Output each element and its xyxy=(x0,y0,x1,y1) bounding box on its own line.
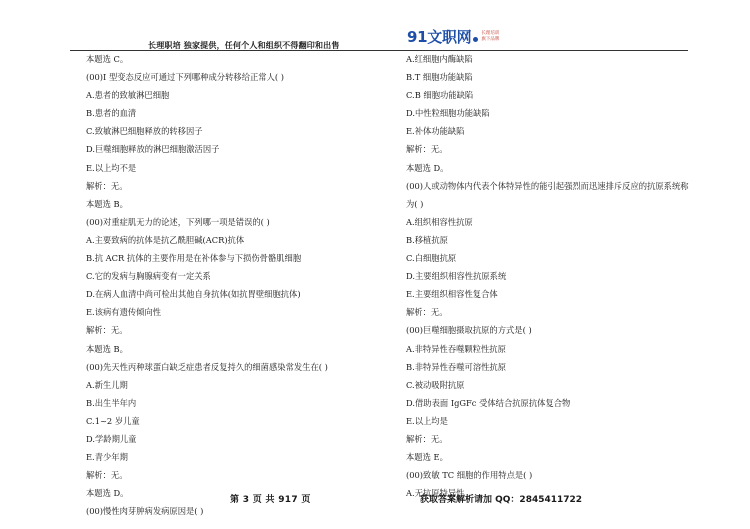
text-line: 为( ) xyxy=(406,198,424,209)
text-line: B.非特异性吞噬可溶性抗原 xyxy=(406,361,507,372)
text-line: 本题选 C。 xyxy=(86,54,129,64)
text-line: (00)I 型变态反应可通过下列哪种成分转移给正常人( ) xyxy=(86,72,284,83)
text-line: 解析：无。 xyxy=(406,144,448,155)
text-line: C.1~2 岁儿童 xyxy=(86,415,140,426)
text-line: A.红细胞内酶缺陷 xyxy=(406,54,473,64)
text-line: E.以上均是 xyxy=(406,415,448,426)
text-line: D.中性粒细胞功能缺陷 xyxy=(406,108,490,119)
text-line: B.T 细胞功能缺陷 xyxy=(406,72,473,83)
text-line: 解析：无。 xyxy=(86,325,128,336)
page-number: 第 3 页 共 917 页 xyxy=(230,495,311,505)
text-line: 解析：无。 xyxy=(86,470,128,481)
text-line: A.新生儿期 xyxy=(86,379,128,390)
page-header xyxy=(0,0,750,56)
text-line: E.以上均不是 xyxy=(86,162,137,173)
text-line: A.主要致病的抗体是抗乙酰胆碱(ACR)抗体 xyxy=(86,234,245,245)
site-logo xyxy=(407,28,499,50)
text-line: C.B 细胞功能缺陷 xyxy=(406,90,474,101)
left-column xyxy=(86,50,416,520)
text-line: C.它的发病与胸腺病变有一定关系 xyxy=(86,271,211,282)
text-line: (00)慢性肉芽肿病发病原因是( ) xyxy=(86,506,204,517)
text-line: C.被动吸附抗原 xyxy=(406,379,465,390)
text-line: (00)致敏 TC 细胞的作用特点是( ) xyxy=(406,470,533,481)
header-notice: 长理职培 独家提供，任何个人和组织不得翻印和出售 xyxy=(148,41,340,50)
logo-dot-icon xyxy=(473,37,478,42)
text-line: C.致敏淋巴细胞释放的转移因子 xyxy=(86,126,203,137)
text-line: 本题选 E。 xyxy=(406,452,448,463)
text-line: C.白细胞抗原 xyxy=(406,253,457,264)
contact-info: 获取答案解析请加 QQ：2845411722 xyxy=(420,495,583,505)
text-line: 本题选 B。 xyxy=(86,343,128,354)
text-line: D.在病人血清中尚可检出其他自身抗体(如抗胃壁细胞抗体) xyxy=(86,289,301,300)
text-line: 本题选 D。 xyxy=(86,488,129,499)
logo-tagline xyxy=(481,31,499,43)
text-line: 本题选 B。 xyxy=(86,198,128,209)
text-line: D.学龄期儿童 xyxy=(86,433,137,444)
logo-text: 91文职网 xyxy=(407,28,472,46)
logo-tagline-2: 旗下品牌 xyxy=(481,37,500,42)
text-line: D.主要组织相容性抗原系统 xyxy=(406,271,507,282)
text-line: 解析：无。 xyxy=(86,180,128,191)
text-line: D.巨噬细胞释放的淋巴细胞激活因子 xyxy=(86,144,220,155)
text-line: (00)对重症肌无力的论述，下列哪一项是错误的( ) xyxy=(86,216,270,227)
text-line: B.抗 ACR 抗体的主要作用是在补体参与下损伤骨骼肌细胞 xyxy=(86,253,302,264)
text-line: E.该病有遗传倾向性 xyxy=(86,307,162,318)
text-line: 解析：无。 xyxy=(406,433,448,444)
text-line: B.患者的血清 xyxy=(86,108,137,119)
text-line: 本题选 D。 xyxy=(406,162,449,173)
text-line: B.出生半年内 xyxy=(86,397,137,408)
text-line: (00)巨噬细胞摄取抗原的方式是( ) xyxy=(406,325,532,336)
right-column xyxy=(406,50,726,502)
text-line: A.非特异性吞噬颗粒性抗原 xyxy=(406,343,506,354)
logo-tagline-1: 长理培训 xyxy=(481,31,500,36)
text-line: (00)人或动物体内代表个体特异性的能引起强烈而迅速排斥反应的抗原系统称 xyxy=(406,180,689,191)
text-line: E.补体功能缺陷 xyxy=(406,126,465,137)
text-line: (00)先天性丙种球蛋白缺乏症患者反复持久的细菌感染常发生在( ) xyxy=(86,361,328,372)
text-line: 解析：无。 xyxy=(406,307,448,318)
text-line: D.借助表面 IgGFc 受体结合抗原抗体复合物 xyxy=(406,397,571,408)
text-line: B.移植抗原 xyxy=(406,234,448,245)
text-line: A.组织相容性抗原 xyxy=(406,216,473,227)
text-line: A.患者的致敏淋巴细胞 xyxy=(86,90,170,101)
text-line: E.青少年期 xyxy=(86,452,128,463)
text-line: E.主要组织相容性复合体 xyxy=(406,289,498,300)
text-line: A.无抗原特异性 xyxy=(406,488,465,499)
